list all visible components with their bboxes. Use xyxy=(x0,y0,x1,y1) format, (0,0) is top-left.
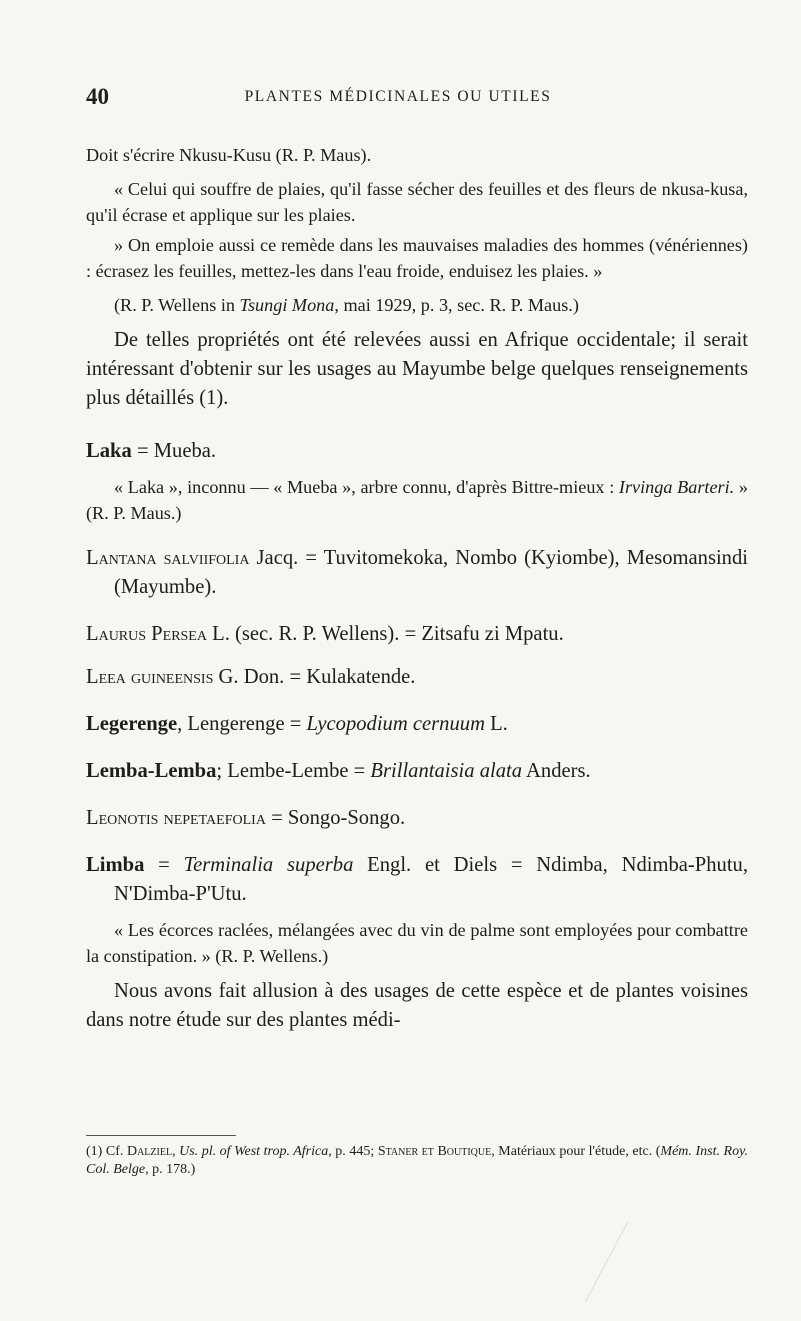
footnote-title-useful-plants: Us. pl. of West trop. Africa xyxy=(179,1144,329,1159)
entry-limba xyxy=(86,851,748,909)
entry-lemba xyxy=(86,757,748,786)
entry-lemba-head: Lemba-Lemba xyxy=(86,760,217,782)
entry-laka-quote xyxy=(86,474,748,526)
citation-title: Tsungi Mona xyxy=(239,295,335,315)
footnote-number: (1) xyxy=(86,1144,103,1159)
page-header xyxy=(86,84,746,110)
entry-legerenge-post: L. xyxy=(484,713,508,735)
entry-leonotis-name: Leonotis nepetaefolia xyxy=(86,807,266,829)
entry-lantana xyxy=(86,544,748,602)
entry-limba-rest: Engl. et Diels = Ndimba, Ndimba-Phutu, N'Dimba-P'Utu. xyxy=(114,854,749,905)
citation-pre: (R. P. Wellens in xyxy=(114,295,240,315)
footnote-author-staner: Staner et Boutique xyxy=(377,1144,492,1159)
entry-legerenge-head: Legerenge xyxy=(86,713,178,735)
footnote-author-dalziel: Dalziel xyxy=(126,1144,173,1159)
footnote-mid2: , p. 445; xyxy=(328,1144,378,1159)
entry-leea xyxy=(86,663,748,692)
entry-limba-eq: = xyxy=(144,854,184,876)
entry-leonotis xyxy=(86,804,748,833)
page-number: 40 xyxy=(86,84,109,109)
paragraph-quote-veneriennes: » On emploie aussi ce remède dans les mauvaises maladies des hommes (vénériennes) : écrasez les feuilles, mettez-les dans l'eau froide, enduisez les plaies. » xyxy=(86,235,748,281)
entry-laka-head: Laka xyxy=(86,440,132,462)
footnote-title-memoires: Mém. Inst. Roy. Col. Belge xyxy=(86,1144,749,1177)
entry-laurus xyxy=(86,620,748,649)
paragraph-allusion: Nous avons fait allusion à des usages de cette espèce et de plantes voisines dans notre étude sur des plantes médi- xyxy=(86,980,748,1031)
entry-laka-eq: = Mueba. xyxy=(131,440,217,462)
entry-legerenge-species: Lycopodium cernuum xyxy=(306,713,485,735)
paragraph-afrique: De telles propriétés ont été relevées aussi en Afrique occidentale; il serait intéressant d'obtenir sur les usages au Mayumbe belge quelques renseignements plus détaillés (1). xyxy=(86,329,748,409)
entry-laka xyxy=(86,437,748,466)
citation-post: , mai 1929, p. 3, sec. R. P. Maus.) xyxy=(334,295,579,315)
entry-lemba-post: Anders. xyxy=(522,760,591,782)
scan-artifact xyxy=(585,1222,699,1302)
entry-laurus-rest: L. (sec. R. P. Wellens). = Zitsafu zi Mpatu. xyxy=(206,623,564,645)
entry-lemba-species: Brillantaisia alata xyxy=(370,760,523,782)
footnote-rule xyxy=(86,1135,236,1136)
entry-laurus-name: Laurus Persea xyxy=(86,623,207,645)
entry-leonotis-rest: = Songo-Songo. xyxy=(265,807,406,829)
entry-limba-species: Terminalia superba xyxy=(183,854,354,876)
footnote xyxy=(86,1143,748,1179)
entry-lantana-rest: Jacq. = Tuvitomekoka, Nombo (Kyiombe), Mesomansindi (Mayumbe). xyxy=(114,547,748,598)
running-title: PLANTES MÉDICINALES OU UTILES xyxy=(244,88,552,105)
footnote-end: , p. 178.) xyxy=(145,1162,196,1177)
entry-leea-name: Leea guineensis xyxy=(86,666,214,688)
page-body xyxy=(86,142,748,1035)
entry-legerenge xyxy=(86,710,748,739)
laka-quote-post: » (R. P. Maus.) xyxy=(86,477,748,523)
entry-legerenge-mid: , Lengerenge = xyxy=(177,713,307,735)
footnote-pre: Cf. xyxy=(102,1144,127,1159)
paragraph-nkusu: Doit s'écrire Nkusu-Kusu (R. P. Maus). xyxy=(86,145,372,165)
laka-quote-species: Irvinga Barteri. xyxy=(618,477,735,497)
footnote-mid3: , Matériaux pour l'étude, etc. ( xyxy=(491,1144,661,1159)
laka-quote-pre: « Laka », inconnu — « Mueba », arbre connu, d'après Bittre-mieux : xyxy=(114,477,619,497)
entry-leea-rest: G. Don. = Kulakatende. xyxy=(213,666,416,688)
entry-limba-quote: « Les écorces raclées, mélangées avec du vin de palme sont employées pour combattre la constipation. » (R. P. Wellens.) xyxy=(86,920,748,966)
entry-lantana-name: Lantana salviifolia xyxy=(86,547,250,569)
entry-lemba-mid: ; Lembe-Lembe = xyxy=(216,760,371,782)
paragraph-quote-plaies: « Celui qui souffre de plaies, qu'il fasse sécher des feuilles et des fleurs de nkusa-kusa, qu'il écrase et applique sur les plaies. xyxy=(86,179,748,225)
paragraph-citation-wellens xyxy=(86,292,748,318)
entry-limba-head: Limba xyxy=(86,854,145,876)
footnote-mid1: , xyxy=(172,1144,180,1159)
